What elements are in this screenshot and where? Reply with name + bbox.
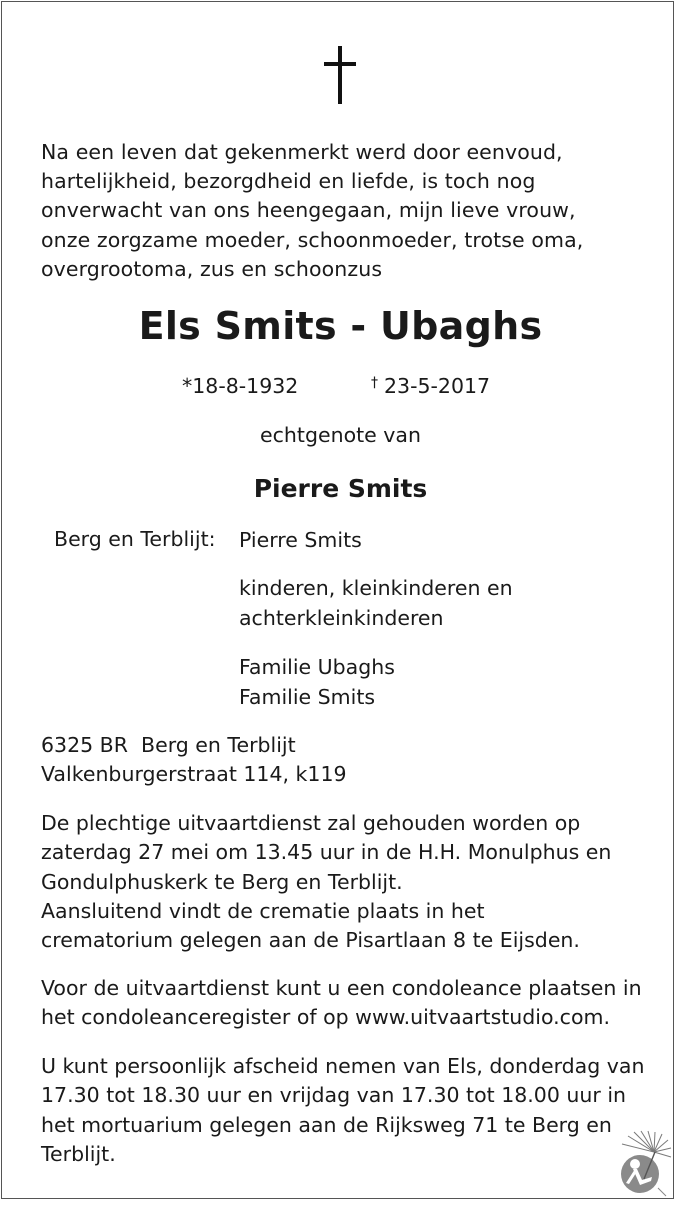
dandelion-logo-icon: [614, 1130, 672, 1198]
funeral-line: De plechtige uitvaartdienst zal gehouden worden op: [41, 811, 581, 835]
deceased-name: Els Smits - Ubaghs: [138, 304, 543, 348]
address: [41, 731, 347, 790]
cross-icon: [323, 46, 357, 104]
farewell-info: [41, 1052, 644, 1169]
family-group: [239, 526, 362, 556]
funeral-info: [41, 809, 611, 955]
dagger-icon: †: [371, 375, 378, 391]
family-place: Berg en Terblijt:: [54, 527, 216, 551]
family-line: Familie Smits: [239, 684, 376, 709]
intro-line: hartelijkheid, bezorgdheid en liefde, is toch nog: [41, 169, 536, 194]
family-line: Familie Ubaghs: [239, 655, 395, 679]
family-group: [239, 653, 395, 712]
address-line: 6325 BR Berg en Terblijt: [41, 733, 296, 757]
farewell-line: U kunt persoonlijk afscheid nemen van Els, donderdag van: [41, 1054, 645, 1078]
spouse-name: Pierre Smits: [253, 474, 428, 503]
farewell-line: het mortuarium gelegen aan de Rijksweg 71 te Berg en: [41, 1112, 612, 1137]
intro-line: onze zorgzame moeder, schoonmoeder, trotse oma,: [41, 227, 584, 252]
intro-line: Na een leven dat gekenmerkt werd door eenvoud,: [41, 140, 563, 164]
funeral-line: crematorium gelegen aan de Pisartlaan 8 te Eijsden.: [41, 928, 580, 953]
birth-date: *18-8-1932: [182, 374, 299, 398]
address-line: Valkenburgerstraat 114, k119: [41, 762, 347, 787]
funeral-line: Gondulphuskerk te Berg en Terblijt.: [41, 869, 403, 894]
family-group: [239, 574, 513, 633]
intro-line: overgrootoma, zus en schoonzus: [41, 256, 383, 281]
family-line: achterkleinkinderen: [239, 605, 444, 630]
death-date-group: [371, 374, 490, 398]
condolence-line: het condoleanceregister of op www.uitvaartstudio.com.: [41, 1005, 610, 1030]
condolence-line: Voor de uitvaartdienst kunt u een condoleance plaatsen in: [41, 976, 642, 1000]
intro-line: onverwacht van ons heengegaan, mijn lieve vrouw,: [41, 198, 576, 223]
farewell-line: 17.30 tot 18.30 uur en vrijdag van 17.30 tot 18.00 uur in: [41, 1083, 627, 1108]
funeral-line: Aansluitend vindt de crematie plaats in het: [41, 898, 485, 923]
funeral-line: zaterdag 27 mei om 13.45 uur in de H.H. Monulphus en: [41, 840, 612, 865]
family-line: Pierre Smits: [239, 528, 362, 552]
condolence-info: [41, 974, 642, 1033]
death-date: 23-5-2017: [384, 374, 491, 398]
obituary-card: [1, 1, 674, 1199]
family-line: kinderen, kleinkinderen en: [239, 576, 513, 600]
spouse-intro: echtgenote van: [260, 423, 421, 447]
farewell-line: Terblijt.: [41, 1141, 116, 1166]
intro-text: [41, 138, 638, 284]
